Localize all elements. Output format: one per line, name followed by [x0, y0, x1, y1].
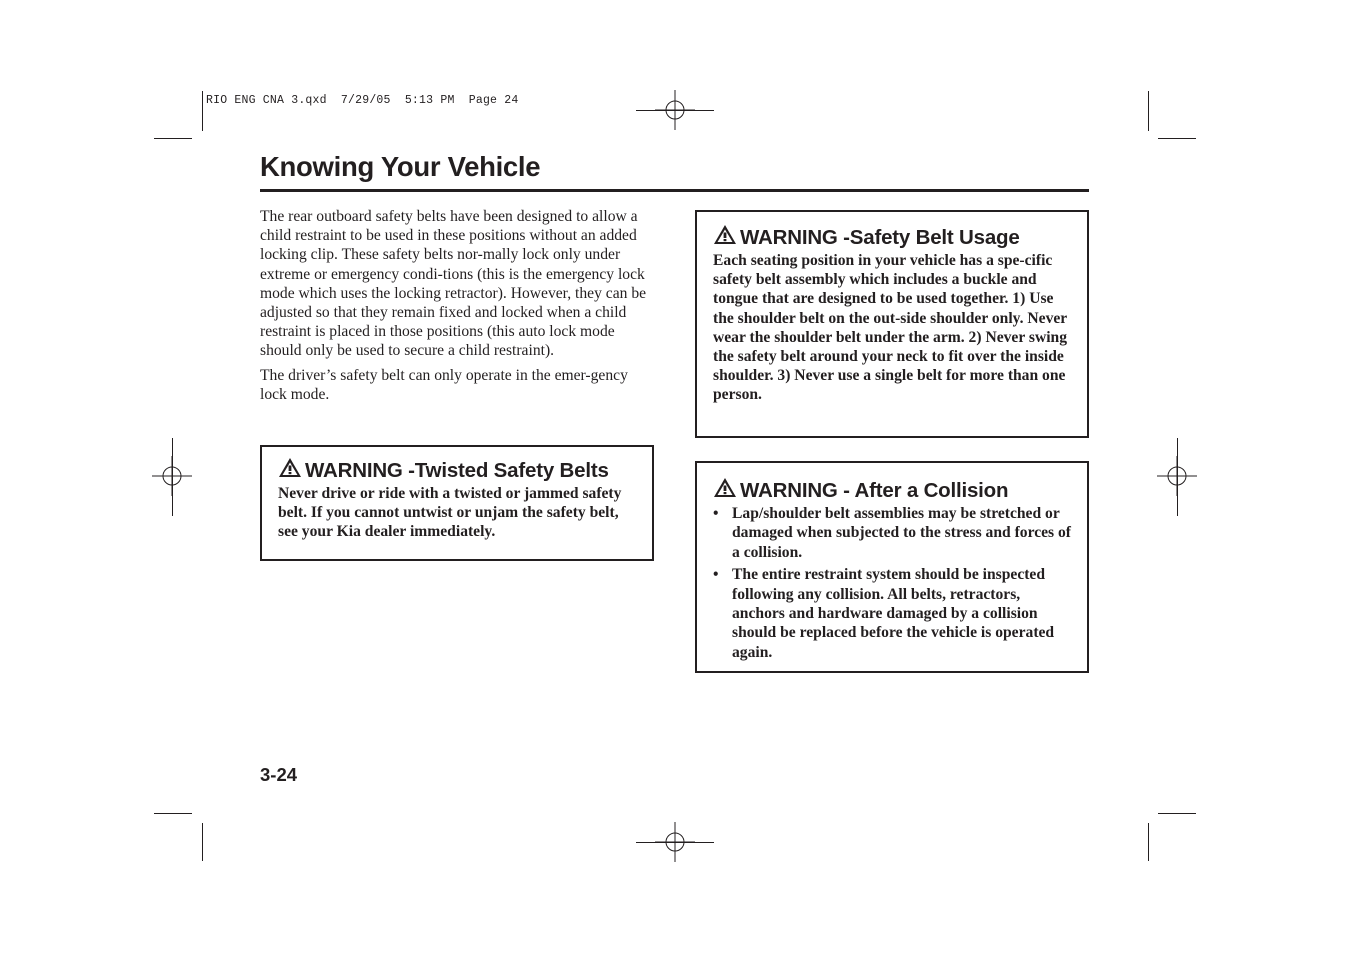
warning-text: Each seating position in your vehicle has a spe-cific safety belt assembly which includes a buckle and tongue that are designed to be used together. 1) Use the shoulder belt on the out-side shoulder only. Never wear the shoulder belt under the arm. 2) Never swing the safety belt around your neck to fit over the inside shoulder. 3) Never use a single belt for more than one person. [713, 252, 1068, 404]
body-paragraph: The driver’s safety belt can only operate in the emer-gency lock mode. [260, 366, 628, 403]
warning-triangle-icon [278, 457, 302, 478]
page-number: 3-24 [260, 764, 298, 785]
crop-mark-bottom-right-horizontal [1158, 813, 1196, 814]
warning-box-belt-usage [695, 210, 1089, 438]
bullet: • [713, 566, 719, 584]
list-item [713, 504, 1071, 562]
warning-heading [278, 457, 636, 484]
warning-triangle-icon [713, 224, 737, 245]
registration-line-right-vertical [1177, 438, 1178, 516]
registration-line-bottom-horizontal [636, 842, 714, 843]
warning-box-twisted-belts [260, 445, 654, 561]
page-title: Knowing Your Vehicle [260, 151, 541, 182]
warning-title: WARNING - After a Collision [740, 479, 1009, 502]
registration-line-left-vertical [172, 438, 173, 516]
warning-triangle-icon [713, 477, 737, 498]
body-paragraph: The rear outboard safety belts have been designed to allow a child restraint to be used in these positions without an added locking clip. These safety belts nor-mally lock only under extreme or emergency condi-tions (this is the emergency lock mode which uses the locking retractor). However, they can be adjusted so that they remain fixed and locked when a child restraint is placed in those positions (this auto lock mode should only be used to secure a child restraint). [260, 208, 647, 360]
body-text-column [260, 207, 648, 409]
warning-title: WARNING -Twisted Safety Belts [305, 459, 609, 482]
warning-title: WARNING -Safety Belt Usage [740, 226, 1020, 249]
crop-mark-bottom-right-vertical [1148, 823, 1149, 861]
crop-mark-top-right-vertical [1148, 91, 1149, 131]
bullet: • [713, 505, 719, 522]
warning-text: Never drive or ride with a twisted or jammed safety belt. If you cannot untwist or unjam the safety belt, see your Kia dealer immediately. [278, 485, 622, 541]
list-item [713, 565, 1071, 662]
warning-box-after-collision [695, 461, 1089, 673]
warning-heading [713, 224, 1071, 251]
crop-mark-bottom-left-horizontal [154, 813, 192, 814]
warning-heading [713, 477, 1071, 504]
title-rule [260, 189, 1089, 192]
print-slug-line: RIO ENG CNA 3.qxd 7/29/05 5:13 PM Page 24 [206, 94, 519, 107]
crop-mark-top-right-horizontal [1158, 138, 1196, 139]
list-item-text: The entire restraint system should be inspected following any collision. All belts, retractors, anchors and hardware damaged by a collision should be replaced before the vehicle is operated again. [732, 566, 1055, 661]
warning-bullet-list [713, 504, 1071, 662]
crop-mark-bottom-left-vertical [202, 823, 203, 861]
crop-mark-top-left-horizontal [154, 138, 192, 139]
registration-line-top-horizontal [636, 110, 714, 111]
list-item-text: Lap/shoulder belt assemblies may be stretched or damaged when subjected to the stress and forces of a collision. [732, 505, 1072, 561]
crop-mark-top-left-vertical [202, 91, 203, 131]
